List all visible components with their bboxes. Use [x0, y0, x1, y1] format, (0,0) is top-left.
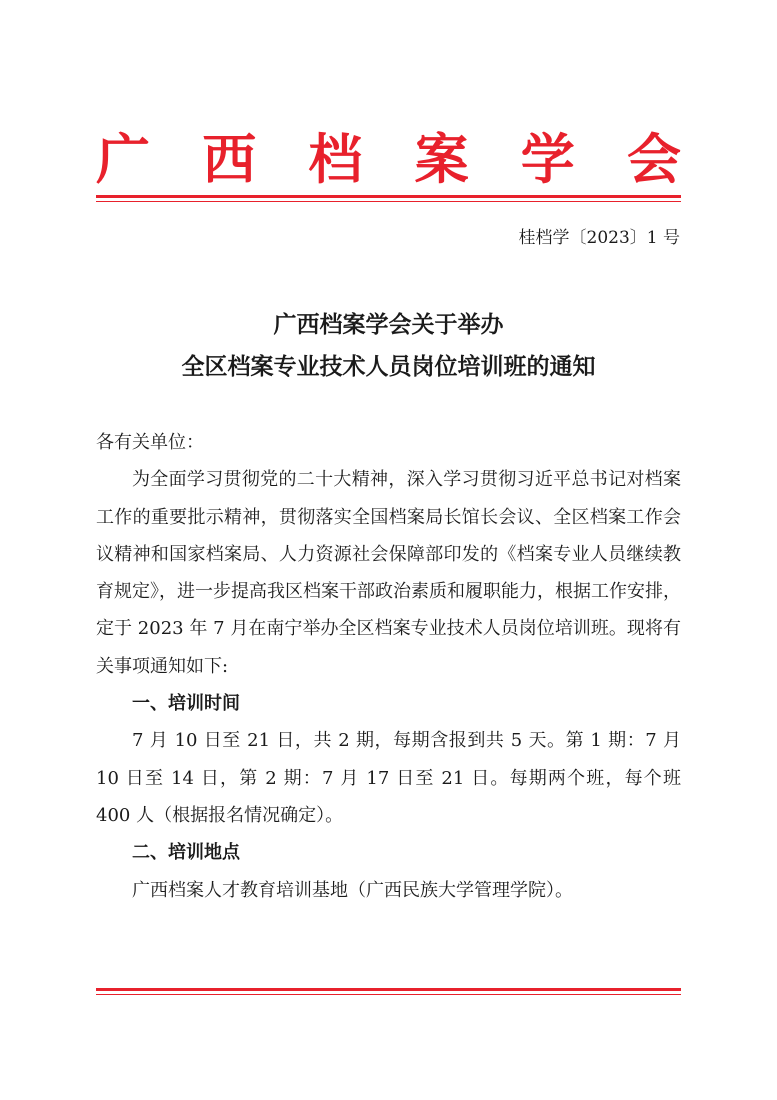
salutation: 各有关单位： [96, 432, 204, 453]
intro-paragraph: 为全面学习贯彻党的二十大精神，深入学习贯彻习近平总书记对档案工作的重要批示精神，贯彻落实全国档案局长馆长会议、全区档案工作会议精神和国家档案局、人力资源社会保障部印发的《档案专业人员继续教育规定》，进一步提高我区档案干部政治素质和履职能力，根据工作安排，定于 2023 年 7 月在南宁举办全区档案专业技术人员岗位培训班。现将有关事项通知如下: [96, 469, 681, 677]
masthead-char: 广 [96, 127, 150, 191]
section-text-training-location: 广西档案人才教育培训基地（广西民族大学管理学院）。 [132, 879, 573, 901]
document-title-line-2: 全区档案专业技术人员岗位培训班的通知 [181, 353, 596, 380]
header-red-rule-thin [96, 201, 681, 202]
masthead-char: 西 [202, 127, 257, 191]
document-title [96, 304, 681, 388]
masthead-char: 档 [308, 127, 363, 191]
document-number: 桂档学〔2023〕1 号 [518, 228, 680, 248]
masthead-char: 案 [414, 127, 469, 191]
header-red-rule-thick [96, 195, 681, 198]
section-text-training-time: 7 月 10 日至 21 日，共 2 期，每期含报到共 5 天。第 1 期：7 月 10 日至 14 日，第 2 期：7 月 17 日至 21 日。每期两个班，每个班 400 人（根据报名情况确定）。 [96, 730, 681, 826]
masthead-org-name [96, 128, 681, 190]
masthead-char: 学 [520, 127, 575, 191]
footer-red-rule-thin [96, 994, 681, 995]
section-heading-training-location: 二、培训地点 [132, 842, 240, 864]
document-body [96, 424, 681, 909]
document-title-line-1: 广西档案学会关于举办 [273, 311, 504, 338]
section-heading-training-time: 一、培训时间 [132, 693, 240, 715]
footer-red-rule-thick [96, 988, 681, 991]
masthead-char: 会 [626, 127, 681, 191]
